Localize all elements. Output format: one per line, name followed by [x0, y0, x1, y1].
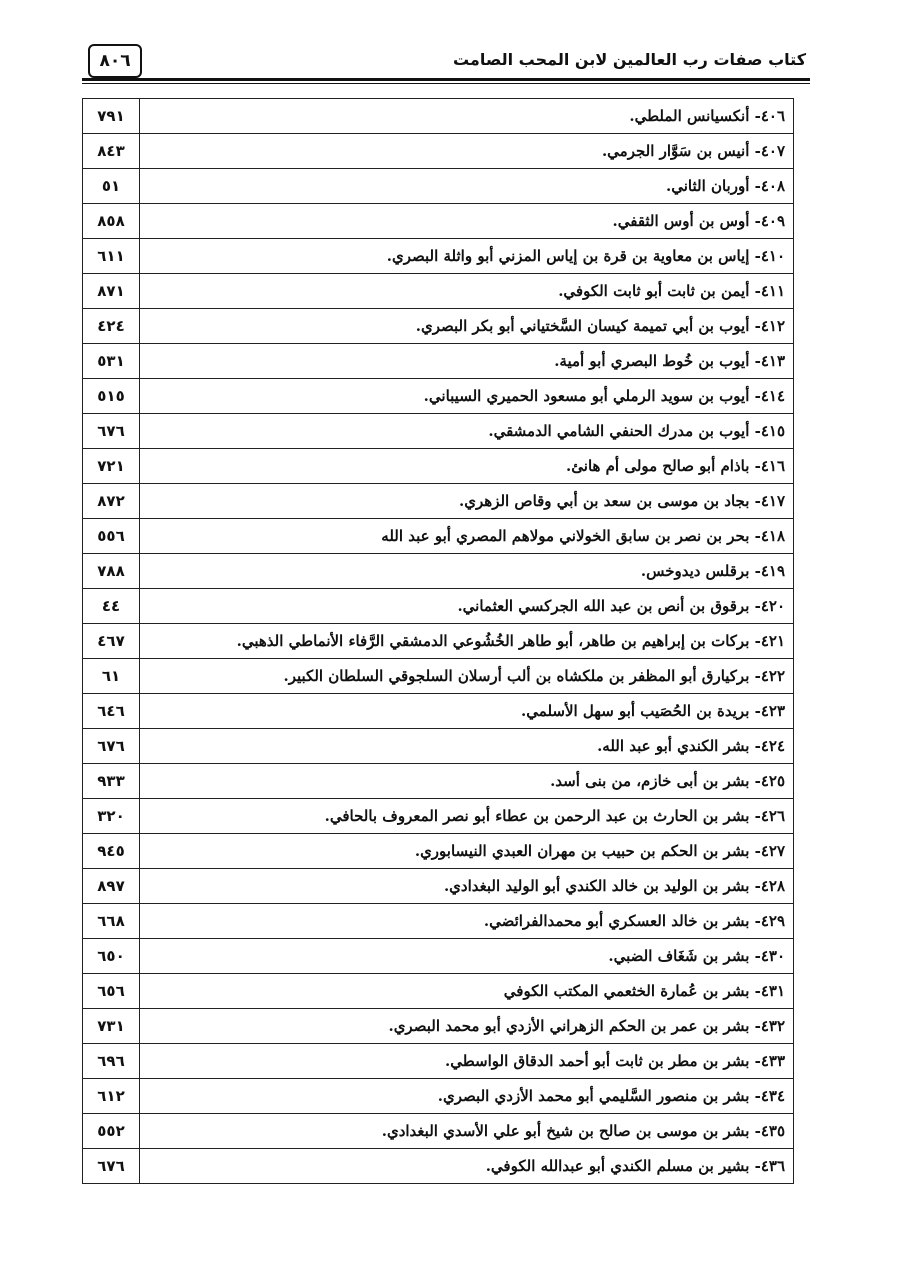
entry-name: ٤٢٣- بريدة بن الحُصَيب أبو سهل الأسلمي.: [140, 694, 794, 729]
table-row: [83, 1114, 794, 1149]
entry-name: ٤٣٢- بشر بن عمر بن الحكم الزهراني الأزدي أبو محمد البصري.: [140, 1009, 794, 1044]
entry-name: ٤١٨- بحر بن نصر بن سابق الخولاني مولاهم المصري أبو عبد الله: [140, 519, 794, 554]
entry-name: ٤١٥- أيوب بن مدرك الحنفي الشامي الدمشقي.: [140, 414, 794, 449]
entry-name: ٤٣٤- بشر بن منصور السَّليمي أبو محمد الأزدي البصري.: [140, 1079, 794, 1114]
entry-name: ٤١٧- بجاد بن موسى بن سعد بن أبي وقاص الزهري.: [140, 484, 794, 519]
entry-name: ٤٠٩- أوس بن أوس الثقفي.: [140, 204, 794, 239]
entry-name: ٤١٣- أيوب بن خُوط البصري أبو أمية.: [140, 344, 794, 379]
entry-name: ٤٠٦- أنكسيانس الملطي.: [140, 99, 794, 134]
table-row: [83, 799, 794, 834]
entry-page-number: ٤٢٤: [83, 309, 140, 344]
entry-page-number: ٦٥٠: [83, 939, 140, 974]
table-row: [83, 414, 794, 449]
entry-page-number: ٥٥٢: [83, 1114, 140, 1149]
table-row: [83, 694, 794, 729]
table-row: [83, 99, 794, 134]
entry-name: ٤٢١- بركات بن إبراهيم بن طاهر، أبو طاهر الخُشُوعي الدمشقي الرَّفاء الأنماطي الذهبي.: [140, 624, 794, 659]
table-row: [83, 589, 794, 624]
table-row: [83, 869, 794, 904]
entry-page-number: ٦٤٦: [83, 694, 140, 729]
entry-page-number: ٨٤٣: [83, 134, 140, 169]
page-header: [82, 40, 810, 84]
table-row: [83, 449, 794, 484]
entry-name: ٤٢٢- بركيارق أبو المظفر بن ملكشاه بن ألب أرسلان السلجوقي السلطان الكبير.: [140, 659, 794, 694]
table-row: [83, 974, 794, 1009]
table-row: [83, 344, 794, 379]
table-row: [83, 834, 794, 869]
entry-name: ٤٠٧- أنيس بن سَوَّار الجرمي.: [140, 134, 794, 169]
entry-name: ٤٢٠- برقوق بن أنص بن عبد الله الجركسي العثماني.: [140, 589, 794, 624]
entry-page-number: ٦١٢: [83, 1079, 140, 1114]
header-rule-thick: [82, 78, 810, 81]
table-row: [83, 1079, 794, 1114]
table-row: [83, 1149, 794, 1184]
entry-page-number: ٦٧٦: [83, 729, 140, 764]
entry-name: ٤٢٦- بشر بن الحارث بن عبد الرحمن بن عطاء أبو نصر المعروف بالحافي.: [140, 799, 794, 834]
entry-page-number: ٨٥٨: [83, 204, 140, 239]
entry-page-number: ٦٦٨: [83, 904, 140, 939]
entry-page-number: ٦١١: [83, 239, 140, 274]
entry-page-number: ٧٨٨: [83, 554, 140, 589]
entry-name: ٤٣٥- بشر بن موسى بن صالح بن شيخ أبو علي الأسدي البغدادي.: [140, 1114, 794, 1149]
entry-page-number: ٦٧٦: [83, 414, 140, 449]
entry-page-number: ٣٢٠: [83, 799, 140, 834]
entry-name: ٤٣٠- بشر بن شَغَاف الضبي.: [140, 939, 794, 974]
entry-page-number: ٨٩٧: [83, 869, 140, 904]
entry-name: ٤٣١- بشر بن عُمارة الخثعمي المكتب الكوفي: [140, 974, 794, 1009]
entry-name: ٤١٦- باذام أبو صالح مولى أم هانئ.: [140, 449, 794, 484]
entry-page-number: ٦٥٦: [83, 974, 140, 1009]
table-row: [83, 204, 794, 239]
table-row: [83, 239, 794, 274]
entry-name: ٤١٩- برقلس ديدوخس.: [140, 554, 794, 589]
entry-page-number: ٦٩٦: [83, 1044, 140, 1079]
entry-page-number: ٩٣٣: [83, 764, 140, 799]
entry-name: ٤١٠- إياس بن معاوية بن قرة بن إياس المزني أبو واثلة البصري.: [140, 239, 794, 274]
table-row: [83, 554, 794, 589]
table-row: [83, 904, 794, 939]
entry-page-number: ٥٥٦: [83, 519, 140, 554]
table-row: [83, 659, 794, 694]
table-row: [83, 729, 794, 764]
entry-page-number: ٥٣١: [83, 344, 140, 379]
entry-name: ٤١١- أيمن بن ثابت أبو ثابت الكوفي.: [140, 274, 794, 309]
entry-page-number: ٦١: [83, 659, 140, 694]
entry-page-number: ٨٧٢: [83, 484, 140, 519]
table-row: [83, 764, 794, 799]
entry-page-number: ٨٧١: [83, 274, 140, 309]
entry-page-number: ٥١: [83, 169, 140, 204]
header-rule-thin: [82, 83, 810, 84]
entry-name: ٤٢٨- بشر بن الوليد بن خالد الكندي أبو الوليد البغدادي.: [140, 869, 794, 904]
table-row: [83, 274, 794, 309]
entry-name: ٤٢٧- بشر بن الحكم بن حبيب بن مهران العبدي النيسابوري.: [140, 834, 794, 869]
table-row: [83, 379, 794, 414]
entry-name: ٤١٤- أيوب بن سويد الرملي أبو مسعود الحميري السيباني.: [140, 379, 794, 414]
table-row: [83, 624, 794, 659]
entry-name: ٤٠٨- أوربان الثاني.: [140, 169, 794, 204]
page-number: ٨٠٦: [88, 44, 142, 78]
table-row: [83, 1044, 794, 1079]
table-row: [83, 939, 794, 974]
entry-page-number: ٧٩١: [83, 99, 140, 134]
entry-name: ٤٣٣- بشر بن مطر بن ثابت أبو أحمد الدقاق الواسطي.: [140, 1044, 794, 1079]
entry-page-number: ٧٣١: [83, 1009, 140, 1044]
entry-name: ٤١٢- أيوب بن أبي تميمة كيسان السَّختياني أبو بكر البصري.: [140, 309, 794, 344]
table-row: [83, 484, 794, 519]
entry-name: ٤٢٩- بشر بن خالد العسكري أبو محمدالفرائضي.: [140, 904, 794, 939]
index-table: [82, 98, 794, 1184]
table-row: [83, 309, 794, 344]
table-row: [83, 169, 794, 204]
entry-page-number: ٤٦٧: [83, 624, 140, 659]
table-row: [83, 519, 794, 554]
entry-name: ٤٣٦- بشير بن مسلم الكندي أبو عبدالله الكوفي.: [140, 1149, 794, 1184]
entry-page-number: ٦٧٦: [83, 1149, 140, 1184]
entry-page-number: ٩٤٥: [83, 834, 140, 869]
entry-name: ٤٢٥- بشر بن أبى خازم، من بنى أسد.: [140, 764, 794, 799]
table-row: [83, 1009, 794, 1044]
table-row: [83, 134, 794, 169]
entry-name: ٤٢٤- بشر الكندي أبو عبد الله.: [140, 729, 794, 764]
entry-page-number: ٧٢١: [83, 449, 140, 484]
entry-page-number: ٤٤: [83, 589, 140, 624]
entry-page-number: ٥١٥: [83, 379, 140, 414]
book-title: كتاب صفات رب العالمين لابن المحب الصامت: [452, 50, 806, 69]
